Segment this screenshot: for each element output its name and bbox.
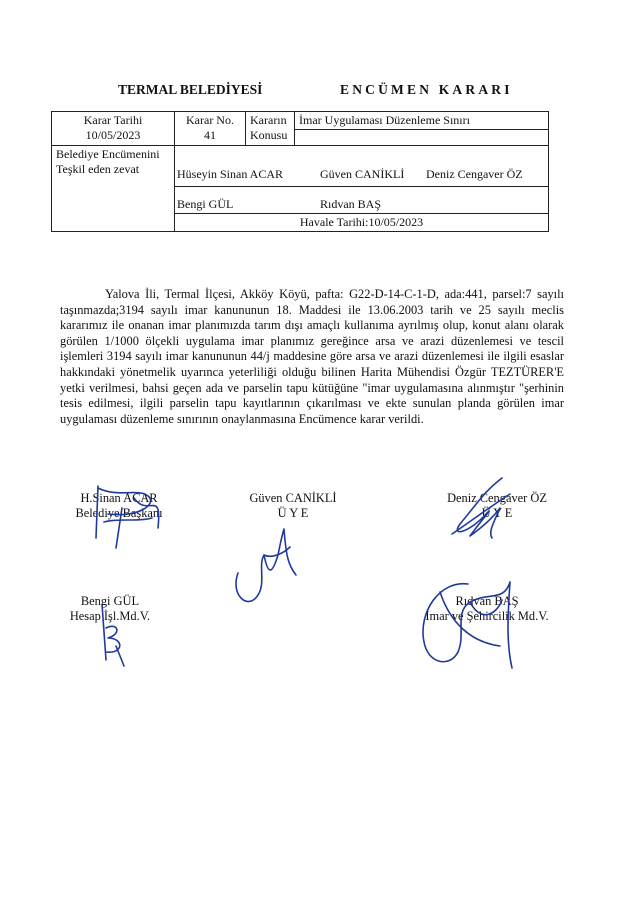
member-name: Güven CANİKLİ xyxy=(320,167,405,181)
subject-value-cell xyxy=(295,112,549,146)
signer-name: H.Sinan ACAR xyxy=(80,491,158,505)
council-label-cell xyxy=(52,146,175,214)
decision-no-cell xyxy=(175,112,246,146)
decision-body-paragraph: Yalova İli, Termal İlçesi, Akköy Köyü, pafta: G22-D-14-C-1-D, ada:441, parsel:7 sayılı taşınmazda;3194 sayılı imar kanununun 18. Maddesi ile 13.06.2003 tarih ve 25 sayılı meclis kararımız ile onanan imar planımızda tarım dışı amaçlı kullanıma ayrılmış olup, konut alanı olarak görülen 1/1000 ölçekli uygulama imar planımız gereğince arsa ve arazi düzenlemesi ve tescil işlemleri 3194 sayılı imar kanununun 44/j maddesine göre arsa ve arazi düzenlemesi ile ilgili esaslar hakkındaki yönetmelik uyarınca yeterliliği olduğu bilinen Harita Mühendisi Özgür TEZTÜRER'E yetki verilmesi, bahsi geçen ada ve parselin tapu kütüğüne "imar uygulamasına alınmıştır "şerhinin tesis edilmesi, ilgili parselin tapu kayıtlarının çıkarılması ve ekte sunulan planda görülen imar uygulaması düzenleme sınırının onaylanmasına Encümence karar verildi. xyxy=(60,287,564,426)
decision-date-label: Karar Tarihi xyxy=(83,113,143,127)
signature-scribble-oz xyxy=(440,474,520,544)
decision-date-value: 10/05/2023 xyxy=(85,128,141,142)
signer-title: İmar ve Şehircilik Md.V. xyxy=(425,609,549,623)
signer-name: Bengi GÜL xyxy=(80,594,140,608)
signature-scribble-acar xyxy=(78,478,168,553)
referral-date: Havale Tarihi:10/05/2023 xyxy=(175,214,549,232)
members-row2-cell xyxy=(175,187,549,214)
decision-no-value: 41 xyxy=(204,128,216,142)
signer-name: Rıdvan BAŞ xyxy=(455,594,519,608)
subject-label-cell xyxy=(246,112,295,146)
decision-body xyxy=(60,287,564,427)
signature-scribble-canikli xyxy=(228,525,298,615)
signer-title: Ü Y E xyxy=(481,506,513,520)
council-label-line1: Belediye Encümenini xyxy=(56,147,160,161)
document-type-title: ENCÜMEN KARARI xyxy=(340,82,513,97)
decision-meta-table xyxy=(51,111,549,232)
subject-value-empty xyxy=(295,130,548,145)
member-name: Hüseyin Sinan ACAR xyxy=(177,167,284,181)
signer-title: Ü Y E xyxy=(277,506,309,520)
signer-title: Belediye Başkanı xyxy=(75,506,163,520)
decision-date-cell xyxy=(52,112,175,146)
subject-value: İmar Uygulaması Düzenleme Sınırı xyxy=(295,112,548,130)
member-name: Bengi GÜL xyxy=(177,197,234,211)
council-label-line2: Teşkil eden zevat xyxy=(56,162,140,176)
member-name: Deniz Cengaver ÖZ xyxy=(426,167,523,181)
signature-block-canikli xyxy=(218,491,368,521)
signature-scribble-bas xyxy=(410,572,530,682)
signer-name: Güven CANİKLİ xyxy=(249,491,337,505)
subject-label-line2: Konusu xyxy=(250,128,288,142)
signature-scribble-gul xyxy=(88,600,138,670)
signer-title: Hesap İşl.Md.V. xyxy=(69,609,151,623)
meta-row-referral xyxy=(52,214,549,232)
meta-row-council xyxy=(52,146,549,187)
signer-name: Deniz Cengaver ÖZ xyxy=(447,491,547,505)
decision-no-label: Karar No. xyxy=(186,113,234,127)
meta-row-top xyxy=(52,112,549,146)
municipality-title: TERMAL BELEDİYESİ xyxy=(118,82,263,97)
members-row1-cell xyxy=(175,146,549,187)
referral-empty-cell xyxy=(52,214,175,232)
subject-label-line1: Kararın xyxy=(250,113,287,127)
member-name: Rıdvan BAŞ xyxy=(320,197,382,211)
